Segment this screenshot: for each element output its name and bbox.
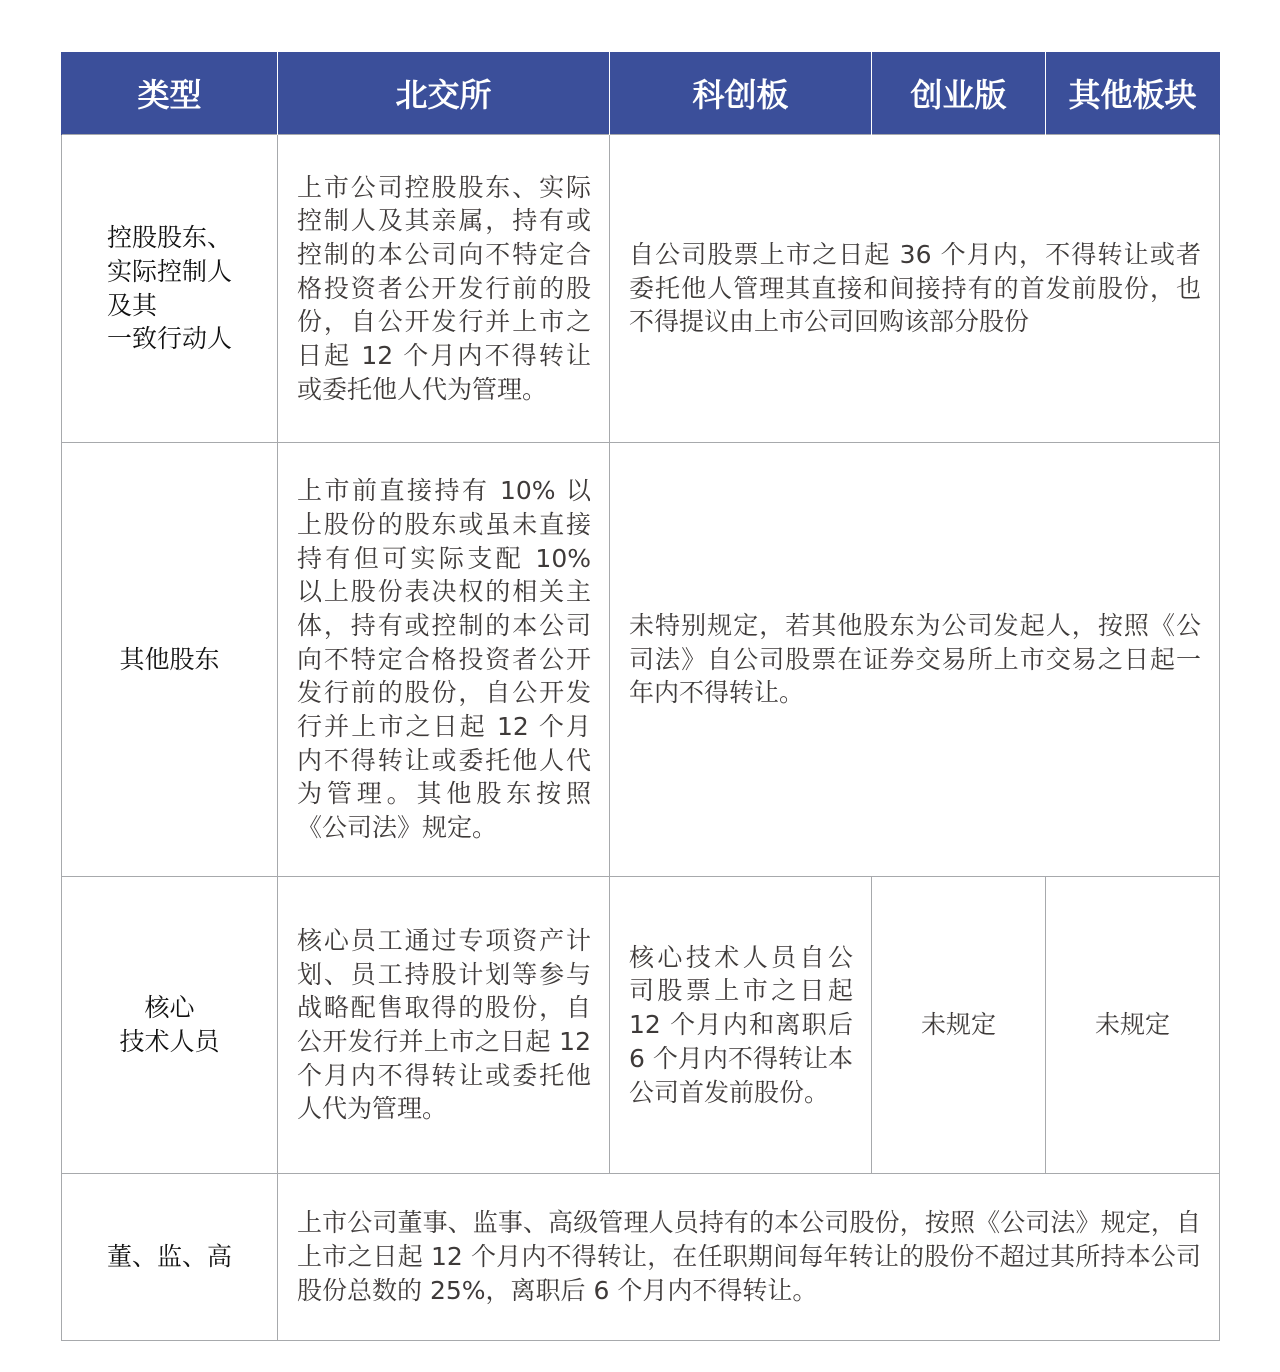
other-boards-rule-text: 自公司股票上市之日起 36 个月内，不得转让或者委托他人管理其直接和间接持有的首发前股份，也不得提议由上市公司回购该部分股份 (629, 239, 1201, 337)
all-boards-rule-cell (278, 1174, 1220, 1341)
header-chinext: 创业版 (872, 52, 1046, 135)
table-row-other-shareholders (62, 443, 1220, 877)
row-type-label: 董、监、高 (106, 1242, 232, 1272)
row-type-label: 控股股东、 实际控制人 及其 一致行动人 (106, 223, 232, 354)
header-other-boards: 其他板块 (1046, 52, 1220, 135)
bse-rule-text: 上市前直接持有 10% 以上股份的股东或虽未直接持有但可实际支配 10% 以上股份表决权的相关主体，持有或控制的本公司向不特定合格投资者公开发行前的股份，自公开发行并上市之日起 12 个月内不得转让或委托他人代为管理。其他股东按照《公司法》规定。 (297, 476, 591, 843)
table-row-core-technical-staff (62, 877, 1220, 1174)
table-header-row (62, 52, 1220, 135)
row-type-label: 核心 技术人员 (119, 993, 220, 1056)
row-type-cell (62, 877, 278, 1174)
bse-rule-text: 上市公司控股股东、实际控制人及其亲属，持有或控制的本公司向不特定合格投资者公开发行前的股份，自公开发行并上市之日起 12 个月内不得转让或委托他人代为管理。 (297, 172, 591, 404)
bse-rule-cell (278, 443, 610, 877)
header-type: 类型 (62, 52, 278, 135)
row-type-cell (62, 443, 278, 877)
other-boards-rule-text: 未特别规定，若其他股东为公司发起人，按照《公司法》自公司股票在证券交易所上市交易之日起一年内不得转让。 (629, 610, 1201, 708)
row-type-label: 其他股东 (119, 644, 220, 674)
header-bse: 北交所 (278, 52, 610, 135)
bse-rule-cell (278, 877, 610, 1174)
chinext-rule-cell: 未规定 (872, 877, 1046, 1174)
row-type-cell (62, 135, 278, 443)
header-star-market: 科创板 (610, 52, 872, 135)
other-boards-rule-cell (610, 135, 1220, 443)
bse-rule-cell (278, 135, 610, 443)
table-row-controlling-shareholders (62, 135, 1220, 443)
lockup-comparison-table (61, 52, 1220, 1341)
other-board-rule-cell: 未规定 (1046, 877, 1220, 1174)
other-boards-rule-cell (610, 443, 1220, 877)
all-boards-rule-text: 上市公司董事、监事、高级管理人员持有的本公司股份，按照《公司法》规定，自上市之日起 12 个月内不得转让，在任职期间每年转让的股份不超过其所持本公司股份总数的 25%，离职后 6 个月内不得转让。 (297, 1208, 1201, 1305)
table-row-directors-supervisors-executives (62, 1174, 1220, 1341)
bse-rule-text: 核心员工通过专项资产计划、员工持股计划等参与战略配售取得的股份，自公开发行并上市之日起 12 个月内不得转让或委托他人代为管理。 (297, 925, 591, 1124)
star-rule-cell (610, 877, 872, 1174)
row-type-cell (62, 1174, 278, 1341)
star-rule-text: 核心技术人员自公司股票上市之日起 12 个月内和离职后 6 个月内不得转让本公司首发前股份。 (629, 942, 853, 1107)
